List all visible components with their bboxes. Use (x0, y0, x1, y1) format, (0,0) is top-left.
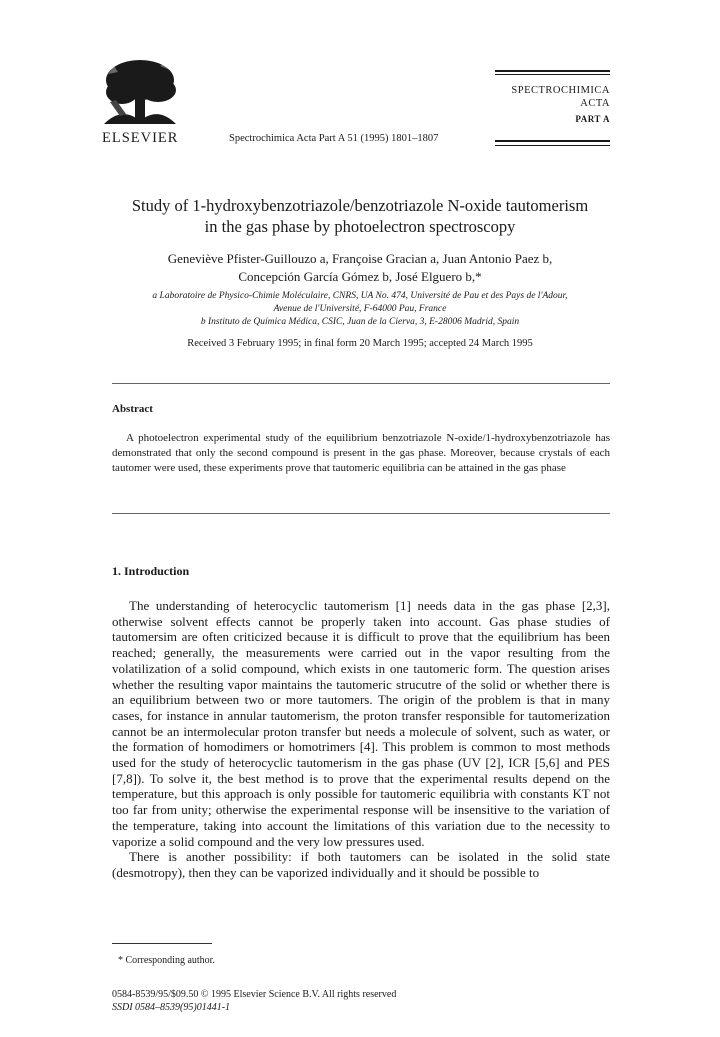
journal-name-line2: ACTA (580, 98, 610, 109)
article-title (0, 195, 720, 237)
publisher-name: ELSEVIER (102, 130, 179, 146)
copyright (112, 988, 396, 1014)
journal-top-rule (495, 70, 610, 72)
journal-citation: Spectrochimica Acta Part A 51 (1995) 1801–1807 (229, 133, 439, 144)
copyright-line-1: 0584-8539/95/$09.50 © 1995 Elsevier Science B.V. All rights reserved (112, 989, 397, 1000)
divider-bottom (112, 513, 610, 514)
affiliation-a-line-2: Avenue de l'Université, F-64000 Pau, France (273, 304, 447, 314)
title-line-2: in the gas phase by photoelectron spectroscopy (204, 217, 516, 236)
affiliations (0, 290, 720, 329)
introduction-body (112, 598, 610, 881)
journal-part: PART A (575, 114, 610, 124)
abstract-text: A photoelectron experimental study of the equilibrium benzotriazole N-oxide/1-hydroxybenzotriazole has demonstrated that only the second compound is present in the gas phase. Moreover, because crystals of each tautomer were used, these experiments prove that tautomeric equilibria can be attained in the gas phase (112, 432, 610, 474)
journal-bottom-rule-2 (495, 145, 610, 146)
elsevier-tree-logo (100, 58, 180, 130)
journal-top-rule-2 (495, 74, 610, 75)
title-line-1: Study of 1-hydroxybenzotriazole/benzotriazole N-oxide tautomerism (131, 196, 589, 215)
affiliation-a-line-1: a Laboratoire de Physico-Chimie Moléculaire, CNRS, UA No. 474, Université de Pau et des Pays de l'Adour, (152, 291, 568, 301)
copyright-line-2: SSDI 0584–8539(95)01441-1 (112, 1002, 231, 1013)
received-dates: Received 3 February 1995; in final form 20 March 1995; accepted 24 March 1995 (187, 338, 533, 349)
journal-bottom-rule (495, 140, 610, 142)
authors-line-1: Geneviève Pfister-Guillouzo a, Françoise Gracian a, Juan Antonio Paez b, (167, 251, 553, 266)
footnote-corresponding-author: * Corresponding author. (118, 955, 215, 966)
abstract-heading: Abstract (112, 403, 153, 415)
affiliation-b: b Instituto de Química Médica, CSIC, Juan de la Cierva, 3, E-28006 Madrid, Spain (200, 317, 520, 327)
introduction-paragraph-2: There is another possibility: if both tautomers can be isolated in the solid state (desmotropy), then they can be vaporized individually and it should be possible to (112, 849, 610, 880)
footnote-rule (112, 943, 212, 944)
introduction-paragraph-1: The understanding of heterocyclic tautomerism [1] needs data in the gas phase [2,3], otherwise solvent effects cannot be properly taken into account. Gas phase studies of tautomersim are often criticized because it is difficult to prove that the equilibrium has been reached; generally, the measurements were carried out in the vapor resulting from the volatilization of a solid compound, which exists in one tautomeric form. The question arises whether the resulting vapor maintains the tautomeric strucutre of the solid or whether there is an equilibrium between two or more tautomers. The origin of the problem is that in many cases, for instance in annular tautomerism, the proton transfer responsible for tautomerization cannot be an intermolecular proton transfer but needs a molecule of solvent, such as water, or the formation of homodimers or homotrimers [4]. This problem is common to most methods used for the study of heterocyclic tautomerism in the gas phase (UV [2], ICR [5,6] and PES [7,8]). To solve it, the best method is to prove that the experimental results depend on the temperature, but this approach is only possible for tautomeric equilibria with constants KT not too far from unity; otherwise the experimental response will be insensitive to the variation of the temperature, taking into account the limitations of this variation due to the necessity to vaporize a solid compound and the very low pressures used. (112, 598, 610, 849)
journal-name-line1: SPECTROCHIMICA (511, 85, 610, 96)
divider-top (112, 383, 610, 384)
authors (0, 250, 720, 286)
authors-line-2: Concepción García Gómez b, José Elguero b,* (238, 269, 482, 284)
section-heading-introduction: 1. Introduction (112, 564, 190, 578)
